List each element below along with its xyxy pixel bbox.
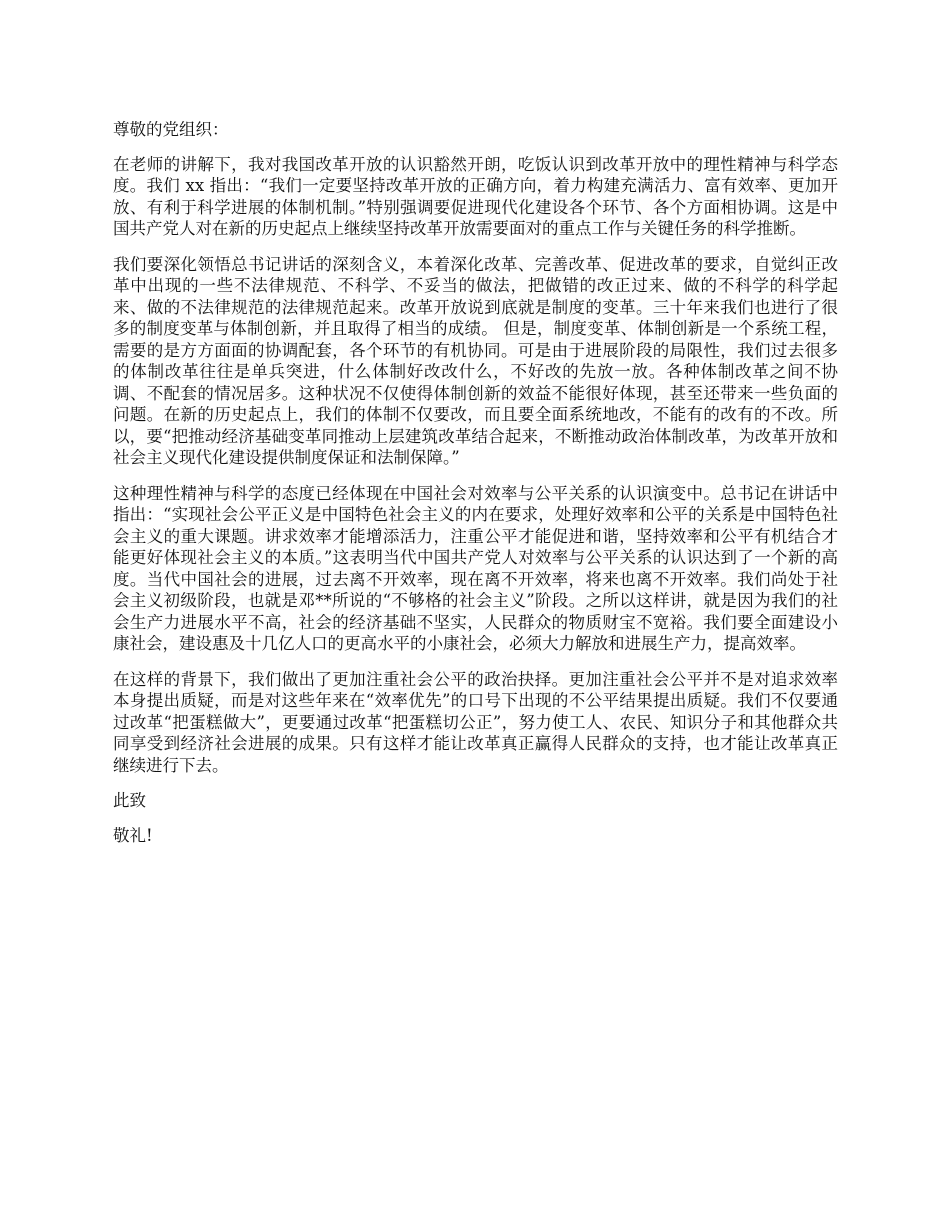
closing-ci-zhi: 此致 <box>113 791 146 810</box>
closing-jing-li: 敬礼! <box>113 825 153 845</box>
paragraph-2: 我们要深化领悟总书记讲话的深刻含义，本着深化改革、完善改革、促进改革的要求，自觉纠正改革中出现的一些不法律规范、不科学、不妥当的做法，把做错的改正过来、做的不科学的科学起来、做的不法律规范的法律规范起来。改革开放说到底就是制度的变革。三十年来我们也进行了很多的制度变革与体制创新，并且取得了相当的成绩。 但是，制度变革、体制创新是一个系统工程，需要的是方方面面的协调配套，各个环节的有机协同。可是由于进展阶段的局限性，我们过去很多的体制改革往往是单兵突进，什么体制好改改什么，不好改的先放一放。各种体制改革之间不协调、不配套的情况居多。这种状况不仅使得体制创新的效益不能很好体现，甚至还带来一些负面的问题。在新的历史起点上，我们的体制不仅要改，而且要全面系统地改，不能有的改有的不改。所以，要“把推动经济基础变革同推动上层建筑改革结合起来，不断推动政治体制改革，为改革开放和社会主义现代化建设提供制度保证和法制保障。” <box>113 254 838 467</box>
paragraph-1: 在老师的讲解下，我对我国改革开放的认识豁然开朗，吃饭认识到改革开放中的理性精神与科学态度。我们 xx 指出：“我们一定要坚持改革开放的正确方向，着力构建充满活力、富有效率、更加开放、有利于科学进展的体制机制。”特别强调要促进现代化建设各个环节、各个方面相协调。这是中国共产党人对在新的历史起点上继续坚持改革开放需要面对的重点工作与关键任务的科学推断。 <box>113 154 838 238</box>
letter-body <box>113 119 838 860</box>
salutation: 尊敬的党组织： <box>113 120 229 139</box>
paragraph-4: 在这样的背景下，我们做出了更加注重社会公平的政治抉择。更加注重社会公平并不是对追求效率本身提出质疑，而是对这些年来在“效率优先”的口号下出现的不公平结果提出质疑。我们不仅要通过改革“把蛋糕做大”，更要通过改革“把蛋糕切公正”，努力使工人、农民、知识分子和其他群众共同享受到经济社会进展的成果。只有这样才能让改革真正赢得人民群众的支持，也才能让改革真正继续进行下去。 <box>113 669 838 775</box>
paragraph-3: 这种理性精神与科学的态度已经体现在中国社会对效率与公平关系的认识演变中。总书记在讲话中指出：“实现社会公平正义是中国特色社会主义的内在要求，处理好效率和公平的关系是中国特色社会主义的重大课题。讲求效率才能增添活力，注重公平才能促进和谐，坚持效率和公平有机结合才能更好体现社会主义的本质。”这表明当代中国共产党人对效率与公平关系的认识达到了一个新的高度。当代中国社会的进展，过去离不开效率，现在离不开效率，将来也离不开效率。我们尚处于社会主义初级阶段，也就是邓**所说的“不够格的社会主义”阶段。之所以这样讲，就是因为我们的社会生产力进展水平不高，社会的经济基础不坚实，人民群众的物质财宝不宽裕。我们要全面建设小康社会，建设惠及十几亿人口的更高水平的小康社会，必须大力解放和进展生产力，提高效率。 <box>113 483 838 653</box>
